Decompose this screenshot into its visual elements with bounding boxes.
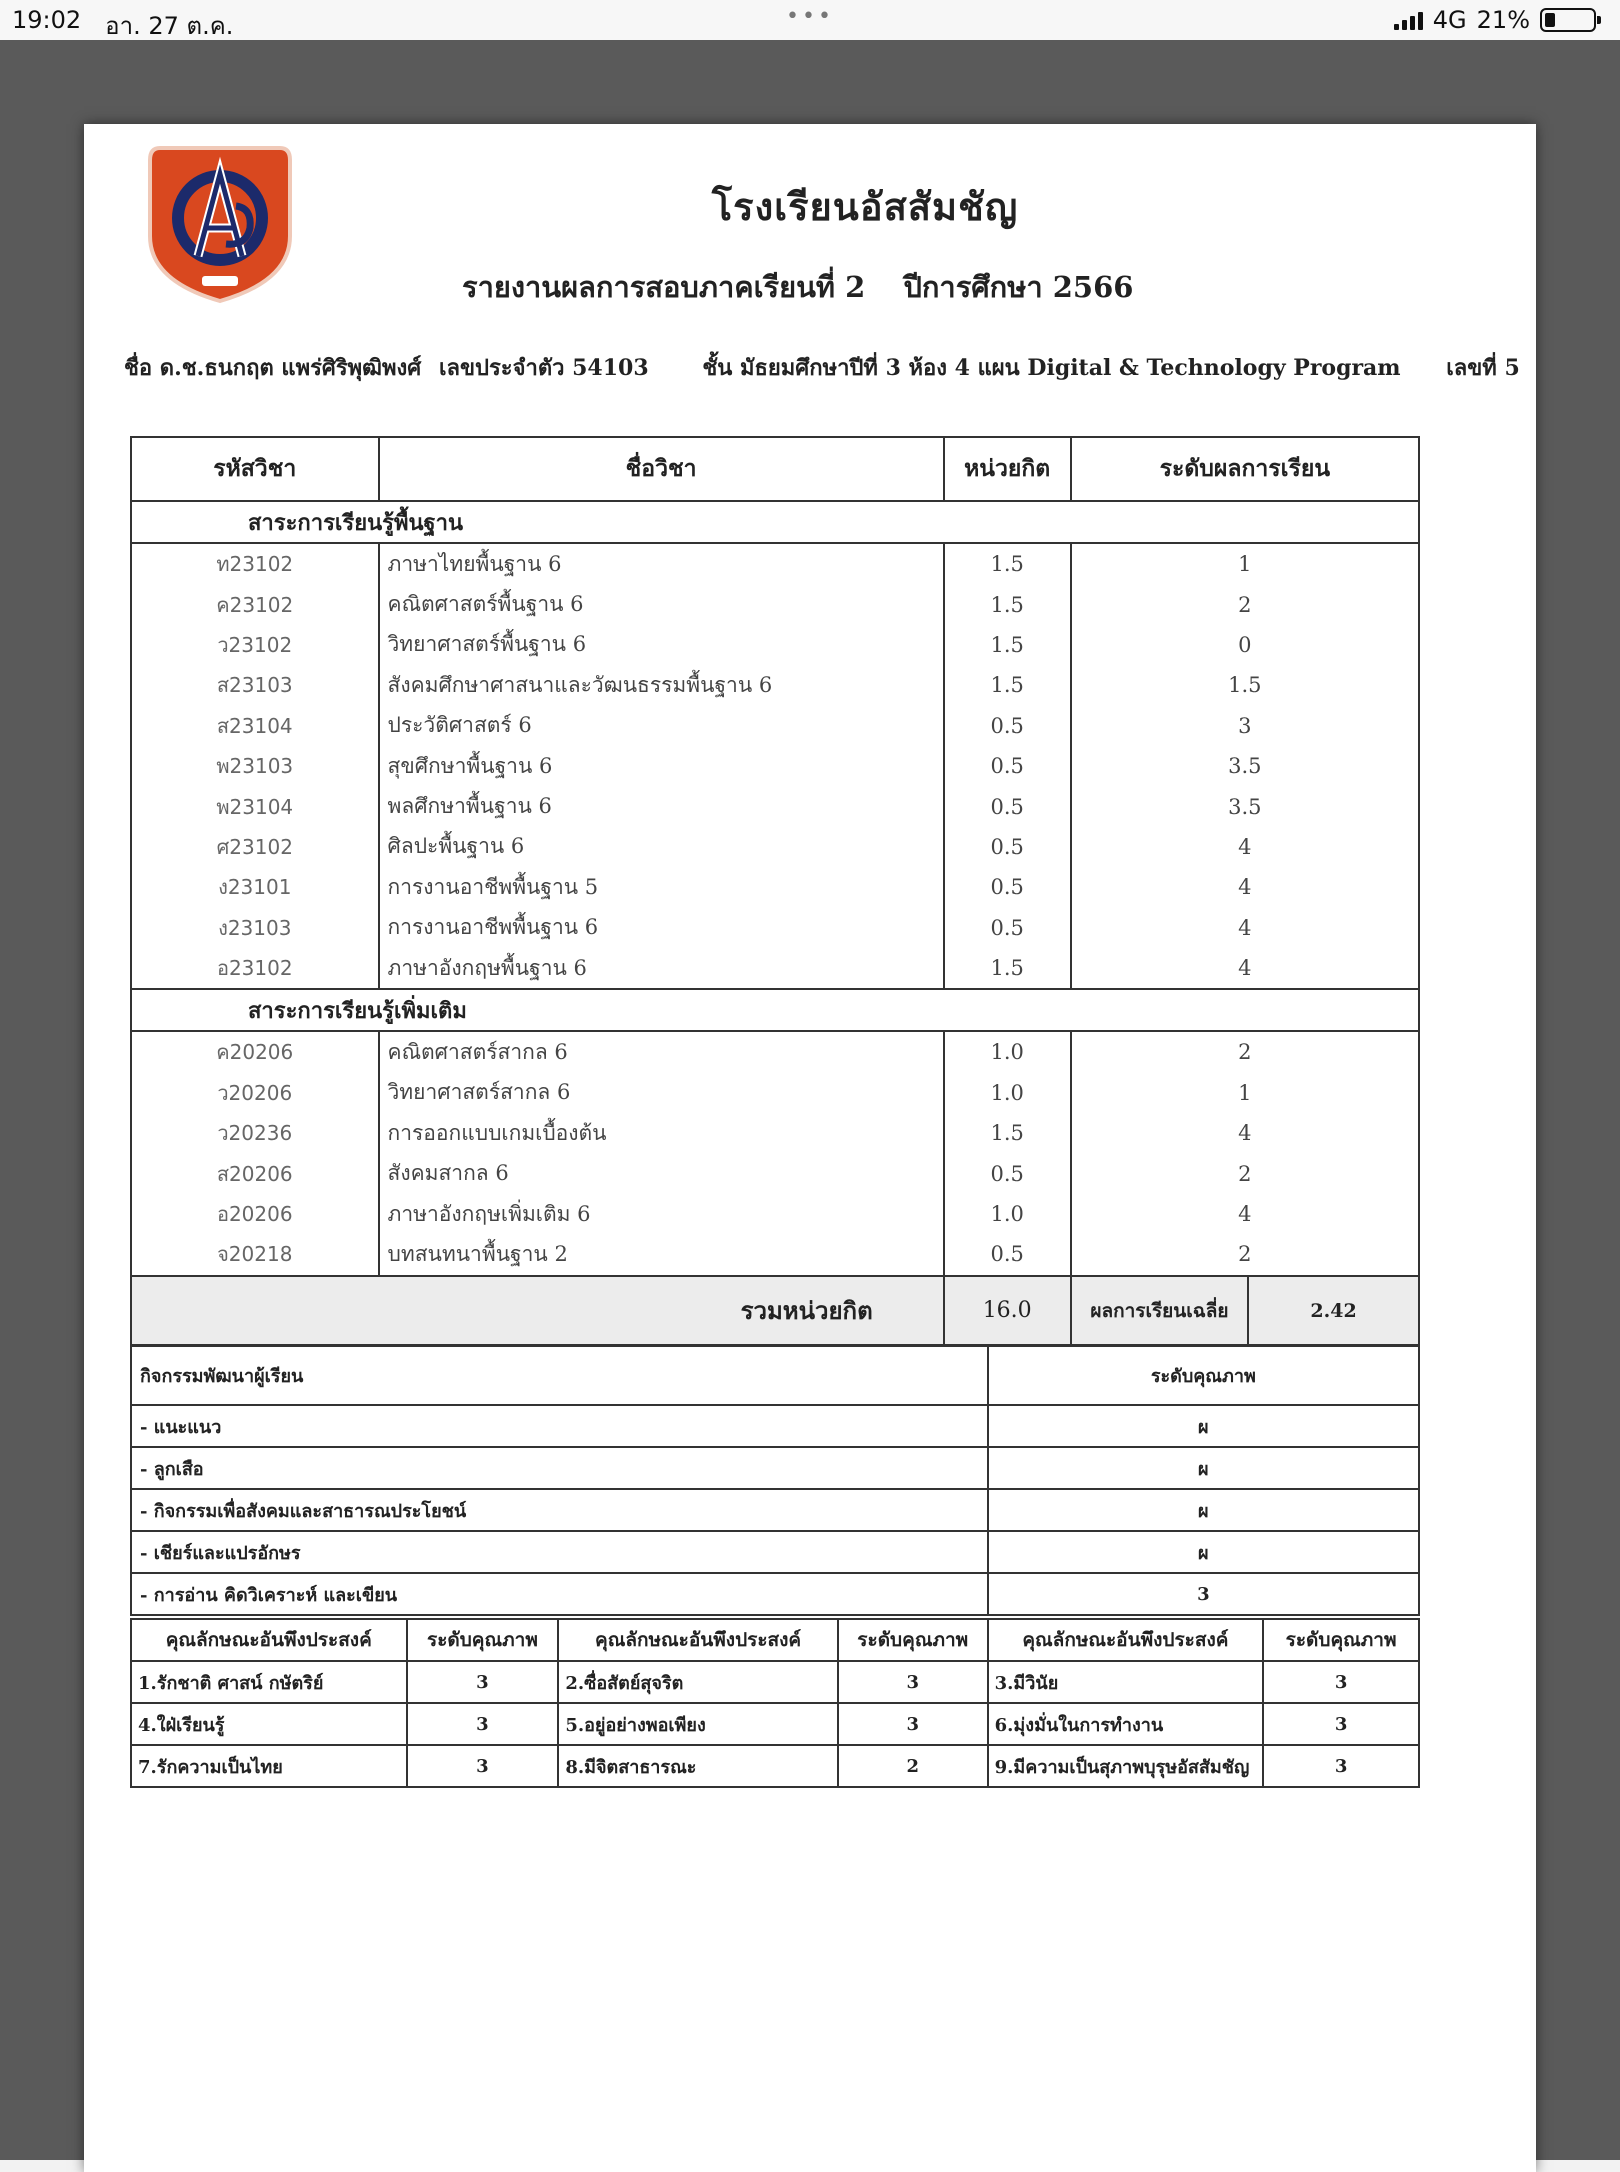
trait-quality: 3 xyxy=(1263,1745,1419,1787)
subject-name: วิทยาศาสตร์สากล 6 xyxy=(379,1073,944,1113)
trait-header: คุณลักษณะอันพึงประสงค์ xyxy=(558,1619,838,1661)
subject-code: อ23102 xyxy=(131,948,379,989)
subject-credits: 1.5 xyxy=(944,665,1071,705)
trait-name: 8.มีจิตสาธารณะ xyxy=(558,1745,838,1787)
activity-row xyxy=(131,1489,1419,1531)
activity-name: - ลูกเสือ xyxy=(131,1447,988,1489)
trait-name: 3.มีวินัย xyxy=(988,1661,1264,1703)
subject-code: พ23103 xyxy=(131,746,379,786)
subject-credits: 1.5 xyxy=(944,625,1071,665)
subject-grade: 3 xyxy=(1071,706,1419,746)
table-row xyxy=(131,706,1419,746)
subject-code: พ23104 xyxy=(131,786,379,826)
subject-credits: 1.5 xyxy=(944,584,1071,624)
activity-row xyxy=(131,1405,1419,1447)
subject-grade: 3.5 xyxy=(1071,746,1419,786)
gpa-value: 2.42 xyxy=(1248,1276,1419,1346)
subject-grade: 4 xyxy=(1071,867,1419,907)
section-row xyxy=(131,501,1419,543)
subject-credits: 0.5 xyxy=(944,1234,1071,1275)
subject-credits: 0.5 xyxy=(944,867,1071,907)
activity-quality: ผ xyxy=(988,1531,1419,1573)
section-row xyxy=(131,989,1419,1031)
section-title: สาระการเรียนรู้เพิ่มเติม xyxy=(131,989,1419,1031)
network-type: 4G xyxy=(1432,6,1467,34)
table-row xyxy=(131,746,1419,786)
status-date: อา. 27 ต.ค. xyxy=(105,12,234,40)
subject-grade: 4 xyxy=(1071,1194,1419,1234)
gpa-label: ผลการเรียนเฉลี่ย xyxy=(1071,1276,1248,1346)
col-header-subject: ชื่อวิชา xyxy=(379,437,944,501)
activity-name: - การอ่าน คิดวิเคราะห์ และเขียน xyxy=(131,1573,988,1615)
subject-name: พลศึกษาพื้นฐาน 6 xyxy=(379,786,944,826)
student-id: เลขประจำตัว 54103 xyxy=(438,355,649,381)
subject-code: ท23102 xyxy=(131,543,379,584)
activities-table xyxy=(130,1344,1420,1616)
subject-name: ภาษาอังกฤษเพิ่มเติม 6 xyxy=(379,1194,944,1234)
student-number: เลขที่ 5 xyxy=(1446,355,1520,381)
subject-grade: 2 xyxy=(1071,584,1419,624)
trait-header: คุณลักษณะอันพึงประสงค์ xyxy=(131,1619,407,1661)
trait-quality: 3 xyxy=(838,1703,988,1745)
subject-code: จ20218 xyxy=(131,1234,379,1275)
trait-row xyxy=(131,1661,1419,1703)
activity-name: - เชียร์และแปรอักษร xyxy=(131,1531,988,1573)
student-name: ชื่อ ด.ช.ธนกฤต แพร่ศิริพุฒิพงศ์ xyxy=(124,355,422,381)
subject-grade: 4 xyxy=(1071,1113,1419,1153)
trait-quality: 2 xyxy=(838,1745,988,1787)
trait-row xyxy=(131,1703,1419,1745)
table-row xyxy=(131,827,1419,867)
subject-name: บทสนทนาพื้นฐาน 2 xyxy=(379,1234,944,1275)
subject-grade: 4 xyxy=(1071,827,1419,867)
trait-quality: 3 xyxy=(407,1745,559,1787)
activity-quality: ผ xyxy=(988,1447,1419,1489)
activity-row xyxy=(131,1447,1419,1489)
subject-code: ส23104 xyxy=(131,706,379,746)
subject-credits: 1.0 xyxy=(944,1194,1071,1234)
activity-name: - กิจกรรมเพื่อสังคมและสาธารณประโยชน์ xyxy=(131,1489,988,1531)
subject-credits: 0.5 xyxy=(944,908,1071,948)
trait-quality: 3 xyxy=(1263,1703,1419,1745)
status-time: 19:02 xyxy=(12,6,82,34)
subject-name: การงานอาชีพพื้นฐาน 5 xyxy=(379,867,944,907)
trait-quality-header: ระดับคุณภาพ xyxy=(407,1619,559,1661)
trait-name: 9.มีความเป็นสุภาพบุรุษอัสสัมชัญ xyxy=(988,1745,1264,1787)
trait-header: คุณลักษณะอันพึงประสงค์ xyxy=(988,1619,1264,1661)
activity-quality: ผ xyxy=(988,1489,1419,1531)
trait-name: 2.ซื่อสัตย์สุจริต xyxy=(558,1661,838,1703)
trait-quality: 3 xyxy=(407,1661,559,1703)
subject-name: คณิตศาสตร์พื้นฐาน 6 xyxy=(379,584,944,624)
table-row xyxy=(131,665,1419,705)
status-bar xyxy=(0,0,1620,40)
activity-quality: 3 xyxy=(988,1573,1419,1615)
subject-name: ภาษาอังกฤษพื้นฐาน 6 xyxy=(379,948,944,989)
subject-credits: 1.0 xyxy=(944,1031,1071,1072)
academic-year: ปีการศึกษา 2566 xyxy=(903,270,1134,304)
activities-header: กิจกรรมพัฒนาผู้เรียน xyxy=(131,1345,988,1405)
trait-quality-header: ระดับคุณภาพ xyxy=(1263,1619,1419,1661)
subject-grade: 3.5 xyxy=(1071,786,1419,826)
subject-grade: 2 xyxy=(1071,1234,1419,1275)
subject-name: สุขศึกษาพื้นฐาน 6 xyxy=(379,746,944,786)
report-title: รายงานผลการสอบภาคเรียนที่ 2 xyxy=(462,270,866,304)
subject-name: ภาษาไทยพื้นฐาน 6 xyxy=(379,543,944,584)
subject-name: ศิลปะพื้นฐาน 6 xyxy=(379,827,944,867)
activity-quality: ผ xyxy=(988,1405,1419,1447)
trait-name: 4.ใฝ่เรียนรู้ xyxy=(131,1703,407,1745)
subject-credits: 0.5 xyxy=(944,746,1071,786)
subject-code: ว20206 xyxy=(131,1073,379,1113)
subject-code: ส20206 xyxy=(131,1153,379,1193)
subject-credits: 0.5 xyxy=(944,786,1071,826)
subject-code: อ20206 xyxy=(131,1194,379,1234)
table-row xyxy=(131,948,1419,989)
subject-code: ศ23102 xyxy=(131,827,379,867)
subject-grade: 1.5 xyxy=(1071,665,1419,705)
signal-icon xyxy=(1394,10,1423,30)
subject-grade: 1 xyxy=(1071,543,1419,584)
subject-grade: 2 xyxy=(1071,1031,1419,1072)
activity-row xyxy=(131,1573,1419,1615)
subject-grade: 4 xyxy=(1071,908,1419,948)
col-header-credits: หน่วยกิต xyxy=(944,437,1071,501)
table-row xyxy=(131,1031,1419,1072)
traits-table xyxy=(130,1618,1420,1788)
section-title: สาระการเรียนรู้พื้นฐาน xyxy=(131,501,1419,543)
subject-name: การออกแบบเกมเบื้องต้น xyxy=(379,1113,944,1153)
subject-code: ค20206 xyxy=(131,1031,379,1072)
subject-grade: 4 xyxy=(1071,948,1419,989)
subject-grade: 1 xyxy=(1071,1073,1419,1113)
subject-name: สังคมศึกษาศาสนาและวัฒนธรรมพื้นฐาน 6 xyxy=(379,665,944,705)
table-row xyxy=(131,1234,1419,1275)
trait-quality: 3 xyxy=(407,1703,559,1745)
table-row xyxy=(131,625,1419,665)
report-document xyxy=(84,124,1536,2172)
trait-quality: 3 xyxy=(1263,1661,1419,1703)
battery-percent: 21% xyxy=(1476,6,1530,34)
trait-quality-header: ระดับคุณภาพ xyxy=(838,1619,988,1661)
subject-code: ว23102 xyxy=(131,625,379,665)
multitasking-dots-icon[interactable]: ••• xyxy=(786,4,834,29)
student-class: ชั้น มัธยมศึกษาปีที่ 3 ห้อง 4 แผน Digital & Technology Program xyxy=(702,355,1401,381)
table-row xyxy=(131,1194,1419,1234)
total-row xyxy=(131,1276,1419,1346)
subject-grade: 2 xyxy=(1071,1153,1419,1193)
table-row xyxy=(131,543,1419,584)
trait-row xyxy=(131,1745,1419,1787)
subject-credits: 1.5 xyxy=(944,1113,1071,1153)
table-row xyxy=(131,1073,1419,1113)
subject-grade: 0 xyxy=(1071,625,1419,665)
subject-name: การงานอาชีพพื้นฐาน 6 xyxy=(379,908,944,948)
table-row xyxy=(131,1113,1419,1153)
total-credits-label: รวมหน่วยกิต xyxy=(131,1276,944,1346)
subject-credits: 1.0 xyxy=(944,1073,1071,1113)
subject-name: คณิตศาสตร์สากล 6 xyxy=(379,1031,944,1072)
trait-name: 5.อยู่อย่างพอเพียง xyxy=(558,1703,838,1745)
battery-icon xyxy=(1540,8,1596,32)
table-row xyxy=(131,786,1419,826)
student-info xyxy=(124,350,1530,385)
trait-name: 6.มุ่งมั่นในการทำงาน xyxy=(988,1703,1264,1745)
trait-quality: 3 xyxy=(838,1661,988,1703)
table-row xyxy=(131,584,1419,624)
trait-name: 7.รักความเป็นไทย xyxy=(131,1745,407,1787)
subject-name: สังคมสากล 6 xyxy=(379,1153,944,1193)
subject-code: ส23103 xyxy=(131,665,379,705)
subject-credits: 0.5 xyxy=(944,706,1071,746)
table-row xyxy=(131,1153,1419,1193)
subject-code: ว20236 xyxy=(131,1113,379,1153)
activity-name: - แนะแนว xyxy=(131,1405,988,1447)
table-row xyxy=(131,867,1419,907)
school-name: โรงเรียนอัสสัมชัญ xyxy=(711,184,1019,229)
activity-row xyxy=(131,1531,1419,1573)
subject-credits: 0.5 xyxy=(944,827,1071,867)
table-row xyxy=(131,908,1419,948)
subject-name: ประวัติศาสตร์ 6 xyxy=(379,706,944,746)
grade-table xyxy=(130,436,1420,1347)
image-viewer[interactable] xyxy=(0,40,1620,2160)
col-header-grade: ระดับผลการเรียน xyxy=(1071,437,1419,501)
activities-quality-header: ระดับคุณภาพ xyxy=(988,1345,1419,1405)
subject-code: ค23102 xyxy=(131,584,379,624)
subject-credits: 1.5 xyxy=(944,543,1071,584)
report-title-line xyxy=(462,264,1133,310)
col-header-code: รหัสวิชา xyxy=(131,437,379,501)
subject-code: ง23103 xyxy=(131,908,379,948)
subject-credits: 1.5 xyxy=(944,948,1071,989)
subject-name: วิทยาศาสตร์พื้นฐาน 6 xyxy=(379,625,944,665)
trait-name: 1.รักชาติ ศาสน์ กษัตริย์ xyxy=(131,1661,407,1703)
subject-credits: 0.5 xyxy=(944,1153,1071,1193)
total-credits-value: 16.0 xyxy=(944,1276,1071,1346)
subject-code: ง23101 xyxy=(131,867,379,907)
